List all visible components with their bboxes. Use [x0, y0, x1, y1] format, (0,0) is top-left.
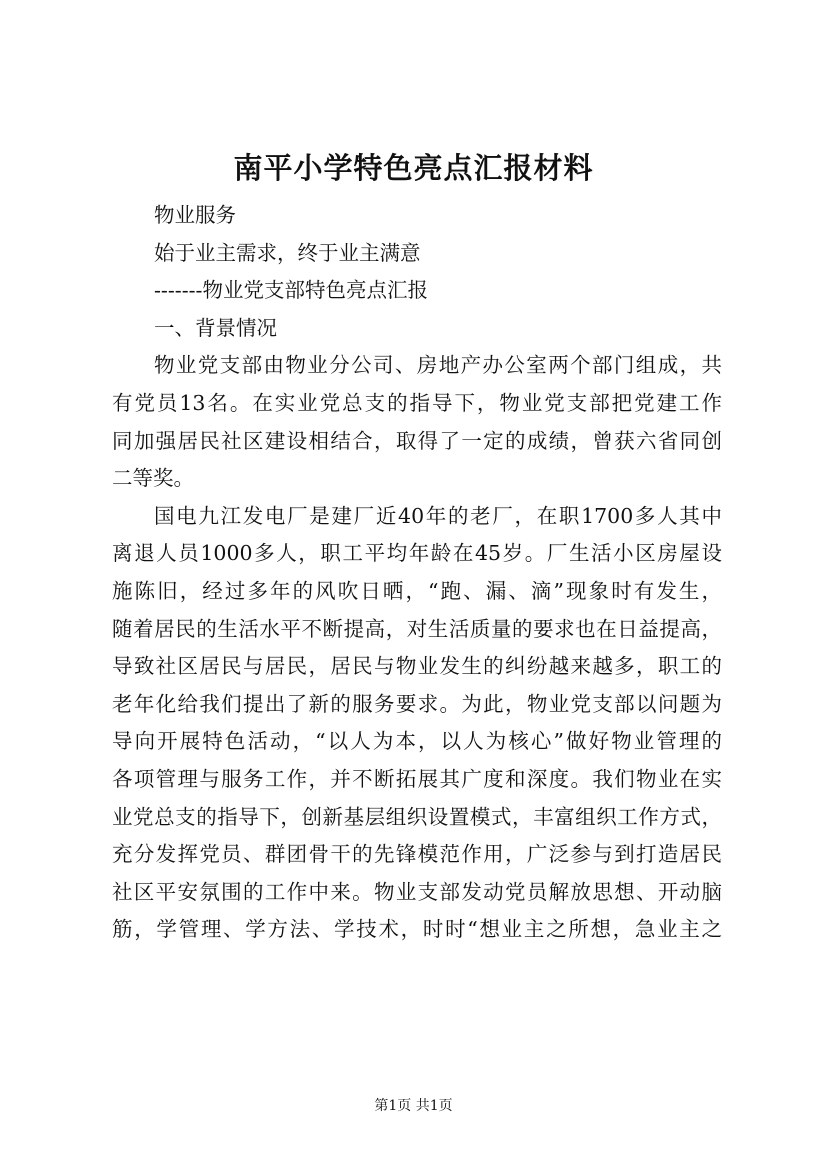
paragraph-line: 有党员13名。在实业党总支的指导下，物业党支部把党建工作	[112, 390, 722, 415]
paragraph-line: 国电九江发电厂是建厂近40年的老厂，在职1700多人其中	[154, 503, 722, 528]
page-footer: 第1页 共1页	[374, 1098, 453, 1114]
paragraph-line: 施陈旧，经过多年的风吹日晒，“跑、漏、滴”现象时有发生，	[112, 578, 722, 603]
paragraph-line: 导致社区居民与居民，居民与物业发生的纠纷越来越多，职工的	[112, 654, 722, 679]
section-heading: 一、背景情况	[154, 315, 277, 340]
document-body	[112, 197, 722, 949]
subtitle-line: 物业服务	[154, 203, 236, 227]
paragraph-line: 物业党支部由物业分公司、房地产办公室两个部门组成，共	[154, 353, 722, 378]
paragraph-line: 老年化给我们提出了新的服务要求。为此，物业党支部以问题为	[112, 691, 722, 716]
byline: -------物业党支部特色亮点汇报	[154, 278, 428, 303]
paragraph-line: 离退人员1000多人，职工平均年龄在45岁。厂生活小区房屋设	[112, 541, 722, 566]
slogan-line: 始于业主需求，终于业主满意	[154, 240, 421, 265]
paragraph-line: 筋，学管理、学方法、学技术，时时“想业主之所想，急业主之	[112, 917, 722, 942]
paragraph-line: 随着居民的生活水平不断提高，对生活质量的要求也在日益提高，	[112, 616, 722, 641]
paragraph-line: 各项管理与服务工作，并不断拓展其广度和深度。我们物业在实	[112, 766, 722, 791]
paragraph-line: 社区平安氛围的工作中来。物业支部发动党员解放思想、开动脑	[112, 879, 722, 904]
document-title: 南平小学特色亮点汇报材料	[233, 151, 594, 185]
paragraph-line: 业党总支的指导下，创新基层组织设置模式，丰富组织工作方式，	[112, 804, 722, 829]
paragraph-line: 同加强居民社区建设相结合，取得了一定的成绩，曾获六省同创	[112, 428, 722, 453]
paragraph-line: 导向开展特色活动，“以人为本，以人为核心”做好物业管理的	[112, 729, 722, 754]
paragraph-line: 充分发挥党员、群团骨干的先锋模范作用，广泛参与到打造居民	[112, 842, 722, 867]
paragraph-line: 二等奖。	[112, 466, 194, 491]
